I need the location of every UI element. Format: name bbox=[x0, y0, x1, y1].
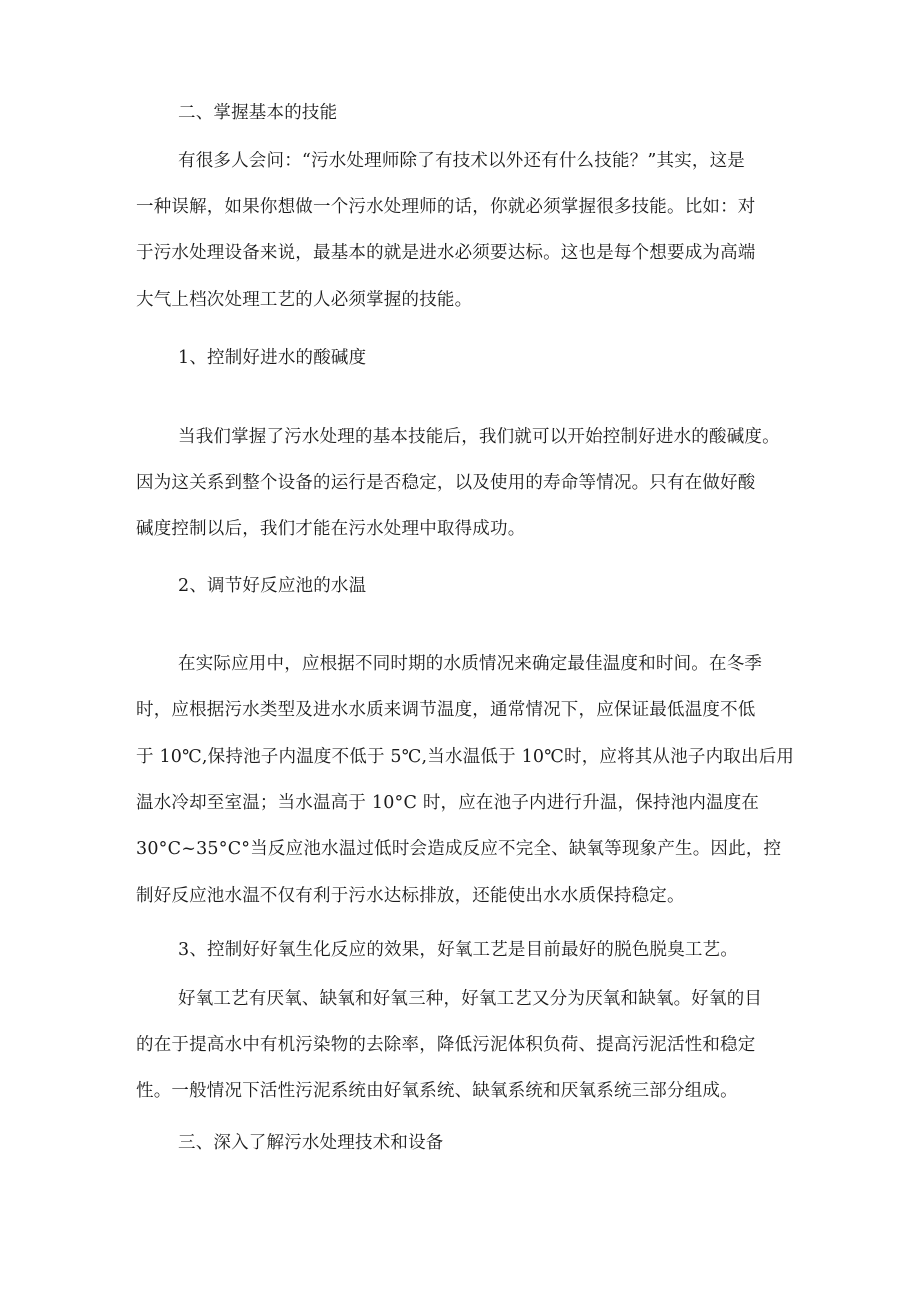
paragraph-line: 有很多人会问：“污水处理师除了有技术以外还有什么技能？”其实，这是 bbox=[178, 151, 745, 171]
paragraph-line: 碱度控制以后，我们才能在污水处理中取得成功。 bbox=[136, 519, 526, 539]
paragraph-line: 一种误解，如果你想做一个污水处理师的话，你就必须掌握很多技能。比如：对 bbox=[136, 197, 756, 217]
paragraph-line: 因为这关系到整个设备的运行是否稳定，以及使用的寿命等情况。只有在做好酸 bbox=[136, 473, 756, 493]
paragraph-line: 时，应根据污水类型及进水水质来调节温度，通常情况下，应保证最低温度不低 bbox=[136, 700, 756, 720]
paragraph-line: 于污水处理设备来说，最基本的就是进水必须要达标。这也是每个想要成为高端 bbox=[136, 243, 756, 263]
paragraph-line: 好氧工艺有厌氧、缺氧和好氧三种，好氧工艺又分为厌氧和缺氧。好氧的目 bbox=[178, 989, 763, 1009]
paragraph-line: 在实际应用中，应根据不同时期的水质情况来确定最佳温度和时间。在冬季 bbox=[178, 654, 763, 674]
paragraph-line: 于 10℃,保持池子内温度不低于 5℃,当水温低于 10℃时，应将其从池子内取出后用 bbox=[136, 747, 795, 767]
subheading-ph-control: 1、控制好进水的酸碱度 bbox=[178, 348, 367, 368]
paragraph-line: 当我们掌握了污水处理的基本技能后，我们就可以开始控制好进水的酸碱度。 bbox=[178, 427, 780, 447]
paragraph-line: 大气上档次处理工艺的人必须掌握的技能。 bbox=[136, 290, 473, 310]
paragraph-line: 制好反应池水温不仅有利于污水达标排放，还能使出水水质保持稳定。 bbox=[136, 886, 685, 906]
subheading-temperature: 2、调节好反应池的水温 bbox=[178, 576, 367, 596]
paragraph-line: 的在于提高水中有机污染物的去除率，降低污泥体积负荷、提高污泥活性和稳定 bbox=[136, 1035, 756, 1055]
subheading-aerobic: 3、控制好好氧生化反应的效果，好氧工艺是目前最好的脱色脱臭工艺。 bbox=[178, 940, 739, 960]
paragraph-line: 性。一般情况下活性污泥系统由好氧系统、缺氧系统和厌氧系统三部分组成。 bbox=[136, 1081, 738, 1101]
paragraph-line: 温水冷却至室温；当水温高于 10°C 时，应在池子内进行升温，保持池内温度在 bbox=[136, 793, 760, 813]
paragraph-line: 30°C~35°C°当反应池水温过低时会造成反应不完全、缺氧等现象产生。因此，控 bbox=[136, 839, 782, 859]
section-heading-deep-understanding: 三、深入了解污水处理技术和设备 bbox=[178, 1133, 444, 1153]
section-heading-skills: 二、掌握基本的技能 bbox=[178, 103, 338, 123]
